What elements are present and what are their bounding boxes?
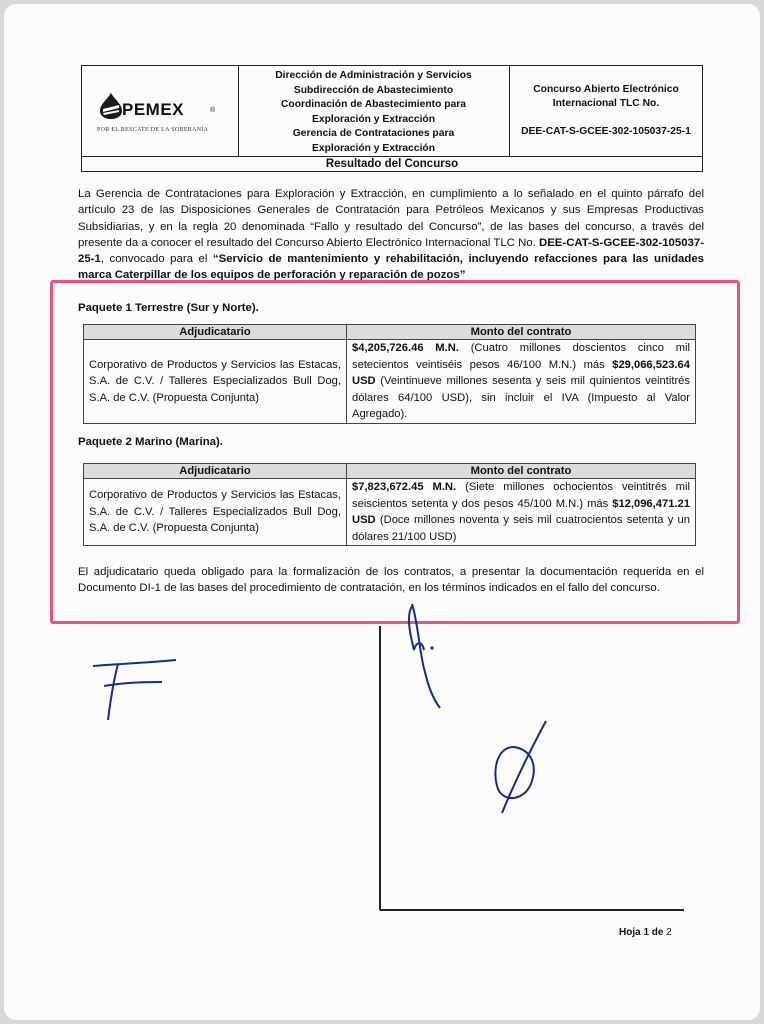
amount-usd-text: (Veintinueve millones sesenta y seis mil quinientos veintitrés dólares 64/100 USD), sin incluir el IVA (Impuesto al Valor Agregado). xyxy=(352,375,690,420)
department-line: Dirección de Administración y Servicios xyxy=(275,70,472,81)
amount-usd: $29,066,523.64 USD xyxy=(352,358,690,387)
pemex-tagline: POR EL RESCATE DE LA SOBERANÍA xyxy=(97,127,209,133)
awardee-cell: Corporativo de Productos y Servicios las Estacas, S.A. de C.V. / Talleres Especializados Bull Dog, S.A. de C.V. (Propuesta Conjunta) xyxy=(84,479,347,546)
department-line: Exploración y Extracción xyxy=(311,142,436,154)
intro-contest-number: DEE-CAT-S-GCEE-302-105037-25-1 xyxy=(78,236,704,266)
amount-mn: $7,823,672.45 M.N. xyxy=(352,481,457,493)
closing-paragraph: El adjudicatario queda obligado para la formalización de los contratos, a presentar la documentación requerida en el Documento DI-1 de las bases del procedimiento de contratación, en los términos indicados en el fallo del concurso. xyxy=(78,566,704,595)
amount-usd-text: (Doce millones noventa y seis mil cuatrocientos setenta y un dólares 21/100 USD) xyxy=(352,514,690,543)
page-total: 2 xyxy=(666,927,672,938)
department-line: Exploración y Extracción xyxy=(311,113,436,125)
department-line: Subdirección de Abastecimiento xyxy=(293,84,454,96)
amount-mn-text: (Cuatro millones doscientos cinco mil setecientos veintiséis pesos 46/100 M.N.) más xyxy=(352,342,690,371)
awardee-cell: Corporativo de Productos y Servicios las Estacas, S.A. de C.V. / Talleres Especializados Bull Dog, S.A. de C.V. (Propuesta Conjunta) xyxy=(84,340,347,424)
package-1-title: Paquete 1 Terrestre (Sur y Norte). xyxy=(78,302,259,314)
amount-cell xyxy=(347,479,696,546)
pemex-logo xyxy=(82,66,239,156)
intro-text: La Gerencia de Contrataciones para Exploración y Extracción, en cumplimiento a lo señalado en el quinto párrafo del artículo 23 de las Disposiciones Generales de Contratación para Petróleos Mexicanos y sus Empresas Productivas Subsidiarias, y en la regla 20 denominada “Fallo y resultado del Concurso”, de las bases del concurso, a través del presente da a conocer el resultado del Concurso Abierto Electrónico Internacional TLC No. xyxy=(78,188,704,249)
document-header xyxy=(81,65,703,172)
table-row xyxy=(84,340,696,424)
column-header-amount: Monto del contrato xyxy=(347,464,696,479)
department-line: Coordinación de Abastecimiento para xyxy=(281,99,466,110)
signature-left xyxy=(90,654,180,724)
intro-service-name: “Servicio de mantenimiento y rehabilitación, incluyendo refacciones para las unidades marca Caterpillar de los equipos de perforación y reparación de pozos” xyxy=(78,253,704,282)
page-footer xyxy=(619,927,672,938)
contest-subtype: Internacional TLC No. xyxy=(552,98,660,109)
package-2-table xyxy=(83,463,696,546)
page-label: Hoja xyxy=(619,927,641,938)
package-1-table xyxy=(83,324,696,424)
intro-text-2: , convocado para el xyxy=(100,253,208,266)
contest-type: Concurso Abierto Electrónico xyxy=(533,84,679,95)
amount-mn: $4,205,726.46 M.N. xyxy=(352,342,459,354)
signature-right xyxy=(474,717,554,817)
page-of: de xyxy=(651,927,664,938)
table-header-row xyxy=(84,325,696,340)
registered-mark: ® xyxy=(210,107,216,114)
section-title: Resultado del Concurso xyxy=(82,156,702,171)
signature-divider-horizontal xyxy=(380,909,684,911)
pemex-wordmark: PEMEX xyxy=(122,100,185,119)
page-current: 1 xyxy=(643,927,650,938)
department-block xyxy=(238,66,510,156)
table-header-row xyxy=(84,464,696,479)
column-header-awardee: Adjudicatario xyxy=(84,325,347,340)
intro-paragraph xyxy=(78,186,704,282)
amount-cell xyxy=(347,340,696,424)
column-header-awardee: Adjudicatario xyxy=(84,464,347,479)
department-line: Gerencia de Contrataciones para xyxy=(292,128,455,139)
pemex-eagle-icon xyxy=(98,92,124,120)
signature-divider-vertical xyxy=(379,626,381,910)
contest-number: DEE-CAT-S-GCEE-302-105037-25-1 xyxy=(521,126,691,137)
amount-usd: $12,096,471.21 USD xyxy=(352,497,690,526)
signature-middle xyxy=(400,602,446,712)
table-row xyxy=(84,479,696,546)
document-page xyxy=(4,4,760,1020)
contest-block xyxy=(510,66,702,156)
column-header-amount: Monto del contrato xyxy=(347,325,696,340)
amount-mn-text: (Siete millones ochocientos veintitrés mil seiscientos setenta y dos pesos 45/100 M.N.) más xyxy=(352,481,690,510)
package-2-title: Paquete 2 Marino (Marina). xyxy=(78,436,223,448)
